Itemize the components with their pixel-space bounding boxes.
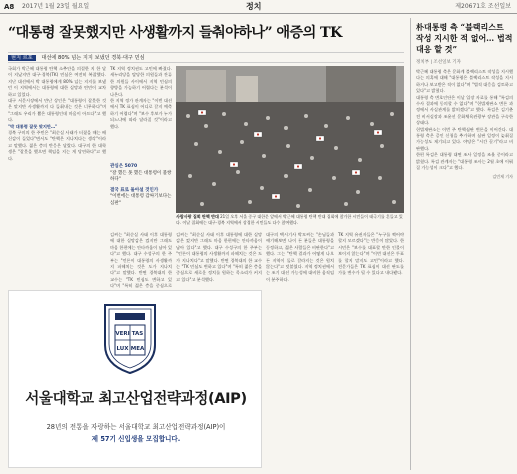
side-paragraph: 한편 특검은 대통령 대면 조사 일정을 조율 중이라고 밝혔다. 특검 관계자는 "대통령 조사는 2월 초에 이뤄질 가능성이 크다"고 했다. bbox=[416, 152, 513, 171]
ad-highlight: 제 57기 신입생을 모집합니다. bbox=[91, 435, 181, 443]
lower-paragraph: TK 지역 유권자들은 "누구를 찍어야 할지 모르겠다"는 반응이 많았다. 한 시민은 "보수를 대표할 만한 인물이 보이지 않는다"며 "이번 대선은 투표를 할지 말지도 고민"이라고 했다. 전문가들은 TK 표심이 대선 판도를 가를 변수가 될 수 있다고 내다봤다. bbox=[338, 232, 404, 276]
side-paragraph: 대통령 측 변호인단은 이날 입장 자료를 통해 "특검의 수사 결과에 동의할 수 없다"며 "헌법재판소 변론 과정에서 사실관계를 밝히겠다"고 했다. 특검은 김기춘 전 비서실장과 조윤선 문화체육관광부 장관을 구속한 상태다. bbox=[416, 94, 513, 126]
lower-column-1 bbox=[110, 232, 172, 288]
pull-quote: "잘 했든 못 했든 대통령이 불쌍하다" bbox=[110, 170, 172, 182]
crest-letters: VERI bbox=[115, 331, 130, 337]
caption-text: 21일 오후 서울 중구 대한문 앞에서 박근혜 대통령 탄핵 반대 집회에 참가한 시민들이 태극기를 흔들고 있다. 이날 집회에는 대구·경북 지역에서 상경한 시민들도 다수 참여했다. bbox=[176, 214, 403, 225]
side-headline: 朴대통령 측 “블랙리스트 작성 지시한 적 없어… 법적 대응 할 것” bbox=[416, 22, 513, 54]
main-headline: “대통령 잘못했지만 사생활까지 들춰야하나” 애증의 TK bbox=[8, 25, 342, 41]
subhead-text: 대선에 80% 넘는 지지 보냈던 경북·대구 민심 bbox=[41, 55, 145, 61]
snu-crest-icon bbox=[101, 301, 159, 375]
mid-column bbox=[110, 66, 172, 158]
pull-quotes bbox=[110, 160, 172, 207]
subheadline bbox=[8, 52, 404, 63]
left-paragraph: 대구 서문시장에서 만난 상인은 "대통령이 잘못한 것은 맞지만 사생활까지 다 들춰내는 것은 너무하다"며 "그래도 우리가 뽑은 대통령인데 마음이 아프다"고 했다. bbox=[8, 98, 106, 123]
ad-description: 28년의 전통을 자랑하는 서울대학교 최고산업전략과정(AIP)이 bbox=[46, 423, 226, 431]
section-name: 정치 bbox=[246, 2, 262, 11]
side-author: 김민제 기자 bbox=[492, 173, 513, 179]
lower-column-3 bbox=[338, 232, 404, 468]
lower-paragraph: 김씨는 "최순실 사태 이후 대통령에 대한 실망감은 컸지만 그래도 마음 한편에는 안타까움이 남아 있다"고 했다. 대구 수성구의 한 주부는 "언론이 대통령의 사생활까지 파헤치는 것은 도가 지나치다"고 말했다. 반면 경북대의 한 교수는 "TK 민심도 변하고 있다"며 "특히 젊은 층을 중심으로 bbox=[110, 232, 172, 289]
photo-caption bbox=[176, 214, 404, 228]
mid-paragraph: TK 지역 정치권도 고민에 빠졌다. 새누리당을 탈당한 의원들과 잔류한 의원들 사이에서 지역 민심의 향방을 가늠하기 어렵다는 분석이 나온다. bbox=[110, 66, 172, 97]
lower-paragraph: 대구의 택시기사 박모씨는 "손님들과 얘기해보면 나이 든 분들은 대통령을 동정하고, 젊은 사람들은 비판한다"고 했다. 그는 "탄핵 결과가 어떻게 나오든 지역이 둘로 갈라지는 것은 원치 않는다"고 덧붙였다. 지역 정치권에서는 조기 대선 가능성에 대비한 움직임이 분주하다. bbox=[266, 232, 334, 282]
lower-column-4 bbox=[176, 232, 262, 288]
caption-title: 사람사랑 집회 탄핵 반대 bbox=[176, 214, 219, 219]
ad-description bbox=[9, 433, 263, 443]
page-header bbox=[0, 0, 517, 14]
advertisement bbox=[8, 290, 262, 468]
subhead-tag: 현지 르포 bbox=[8, 55, 36, 61]
issue-info: 제20671호 조선일보 bbox=[455, 3, 511, 10]
issue-date: 2017년 1월 23일 월요일 bbox=[22, 3, 90, 10]
page-number: A8 bbox=[4, 3, 15, 11]
crest-letters: MEA bbox=[130, 346, 145, 352]
lower-paragraph: 김씨는 "최순실 사태 이후 대통령에 대한 실망감은 컸지만 그래도 마음 한편에는 안타까움이 남아 있다"고 했다. 대구 수성구의 한 주부는 "언론이 대통령의 사생활까지 파헤치는 것은 도가 지나치다"고 말했다. 반면 경북대의 한 교수는 "TK 민심도 변하고 있다"며 "특히 젊은 층을 중심으로 새로운 정치를 원하는 목소리가 커지고 있다"고 분석했다. bbox=[176, 232, 262, 282]
side-paragraph: 박근혜 대통령 측은 문화계 블랙리스트 작성을 지시했다는 의혹에 대해 "대통령은 블랙리스트 작성을 지시하거나 보고받은 적이 없다"며 "법적 대응을 검토하고 있다"고 밝혔다. bbox=[416, 69, 513, 94]
quote-heading: 결국 표로 돌아설 것인가 bbox=[110, 187, 159, 193]
mid-paragraph: 한 지역 정가 관계자는 "이번 대선에서 TK 표심이 어디로 갈지 예측하기 어렵다"며 "보수 후보가 누가 되느냐에 따라 달라질 것"이라고 했다. bbox=[110, 98, 172, 129]
side-paragraph: 헌법재판소는 이번 주 탄핵심판 변론을 이어간다. 대통령 측은 증인 신청을 추가하며 심판 일정이 늦춰질 가능성도 제기되고 있다. 야당은 "시간 끌기"라고 비판했다. bbox=[416, 126, 513, 151]
left-paragraph: 경북 구미의 한 주민은 "최순실 사태가 터졌을 때는 배신감이 들었다"면서도 "탄핵은 지나치다는 생각"이라고 말했다. 젊은 층의 반응은 달랐다. 대구의 한 대학생은 "잘못을 했으면 책임을 지는 게 당연하다"고 했다. bbox=[8, 130, 106, 161]
crest-letters: LUX bbox=[116, 346, 129, 352]
rally-photo bbox=[176, 66, 404, 213]
quote-heading: 관심은 5070 bbox=[110, 164, 138, 169]
pull-quote: "이번에는 대통령 감싸기보다는 심판" bbox=[110, 194, 172, 206]
side-body bbox=[416, 69, 513, 172]
side-article bbox=[410, 18, 513, 470]
ad-title: 서울대학교 최고산업전략과정(AIP) bbox=[25, 390, 247, 407]
side-byline: 정치부 | 조선일보 기자 bbox=[416, 60, 461, 65]
left-paragraph: "박 대통령 잘못 맞지만…" bbox=[8, 123, 58, 129]
left-column bbox=[8, 66, 106, 288]
crest-letters: TAS bbox=[131, 331, 144, 337]
left-paragraph: 국회가 박근혜 대통령 탄핵 소추안을 의결한 지 한 달이 지났지만 대구·경북(TK) 민심은 여전히 복잡했다. 지난 대선에서 박 대통령에게 80% 넘는 지지를 보냈던 이 지역에서는 대통령에 대한 실망과 연민이 교차하고 있었다. bbox=[8, 66, 106, 97]
lower-column-2 bbox=[266, 232, 334, 468]
